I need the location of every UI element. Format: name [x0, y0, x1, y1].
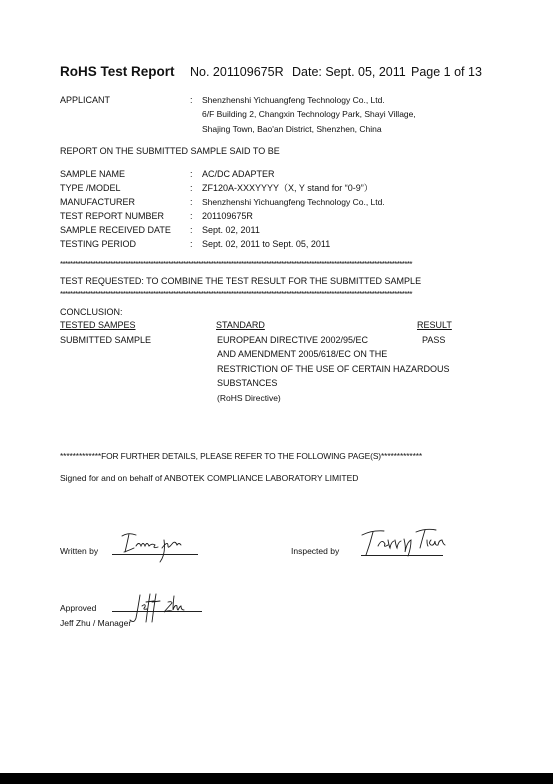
type-model-label: TYPE /MODEL: [60, 183, 121, 193]
standard-line: RESTRICTION OF THE USE OF CERTAIN HAZARDOUS: [217, 364, 450, 374]
inspected-by-signature: [358, 526, 450, 560]
applicant-label: APPLICANT: [60, 95, 111, 105]
result-header: RESULT: [417, 320, 452, 330]
report-date: Date: Sept. 05, 2011: [292, 65, 406, 79]
star-separator: ********************************************************************************************************************************************: [60, 261, 412, 269]
written-by-label: Written by: [60, 546, 99, 556]
applicant-line: Shajing Town, Bao'an District, Shenzhen, China: [202, 124, 382, 134]
sample-received-date-separator: :: [190, 225, 193, 235]
approved-signature: [128, 592, 192, 628]
sample-received-date-label: SAMPLE RECEIVED DATE: [60, 225, 171, 235]
standard-line: (RoHS Directive): [217, 393, 281, 403]
written-by-signature: [112, 528, 198, 560]
tested-sample-value: SUBMITTED SAMPLE: [60, 335, 152, 345]
bottom-bar: [0, 773, 553, 784]
test-requested: TEST REQUESTED: TO COMBINE THE TEST RESULT FOR THE SUBMITTED SAMPLE: [60, 276, 422, 286]
applicant-line: 6/F Building 2, Changxin Technology Park, Shayi Village,: [202, 109, 416, 119]
standard-line: AND AMENDMENT 2005/618/EC ON THE: [217, 349, 388, 359]
test-report-number-separator: :: [190, 211, 193, 221]
conclusion-label: CONCLUSION:: [60, 307, 123, 317]
testing-period-separator: :: [190, 239, 193, 249]
sample-name-label: SAMPLE NAME: [60, 169, 126, 179]
applicant-separator: :: [190, 95, 193, 105]
test-report-number-value: 201109675R: [202, 211, 253, 221]
type-model-value: ZF120A-XXXYYYY（X, Y stand for “0-9”）: [202, 183, 373, 193]
testing-period-label: TESTING PERIOD: [60, 239, 137, 249]
approved-label: Approved: [60, 603, 97, 613]
further-details-note: *************FOR FURTHER DETAILS, PLEASE REFER TO THE FOLLOWING PAGE(S)*************: [60, 451, 423, 461]
manufacturer-value: Shenzhenshi Yichuangfeng Technology Co., Ltd.: [202, 197, 385, 207]
test-report-number-label: TEST REPORT NUMBER: [60, 211, 165, 221]
page-indicator: Page 1 of 13: [411, 65, 482, 79]
sample-received-date-value: Sept. 02, 2011: [202, 225, 260, 235]
standard-line: EUROPEAN DIRECTIVE 2002/95/EC: [217, 335, 369, 345]
tested-samples-header: TESTED SAMPES: [60, 320, 136, 330]
testing-period-value: Sept. 02, 2011 to Sept. 05, 2011: [202, 239, 331, 249]
approver-name: Jeff Zhu / Manager: [60, 618, 132, 628]
report-number: No. 201109675R: [190, 65, 284, 79]
manufacturer-label: MANUFACTURER: [60, 197, 136, 207]
inspected-by-label: Inspected by: [291, 546, 340, 556]
type-model-separator: :: [190, 183, 193, 193]
sample-name-value: AC/DC ADAPTER: [202, 169, 275, 179]
star-separator: ********************************************************************************************************************************************: [60, 291, 412, 299]
report-heading: REPORT ON THE SUBMITTED SAMPLE SAID TO BE: [60, 146, 280, 156]
report-title: RoHS Test Report: [60, 64, 175, 79]
manufacturer-separator: :: [190, 197, 193, 207]
signed-for-statement: Signed for and on behalf of ANBOTEK COMPLIANCE LABORATORY LIMITED: [60, 473, 359, 483]
sample-name-separator: :: [190, 169, 193, 179]
result-value: PASS: [422, 335, 446, 345]
applicant-line: Shenzhenshi Yichuangfeng Technology Co., Ltd.: [202, 95, 385, 105]
standard-header: STANDARD: [216, 320, 265, 330]
standard-line: SUBSTANCES: [217, 378, 278, 388]
